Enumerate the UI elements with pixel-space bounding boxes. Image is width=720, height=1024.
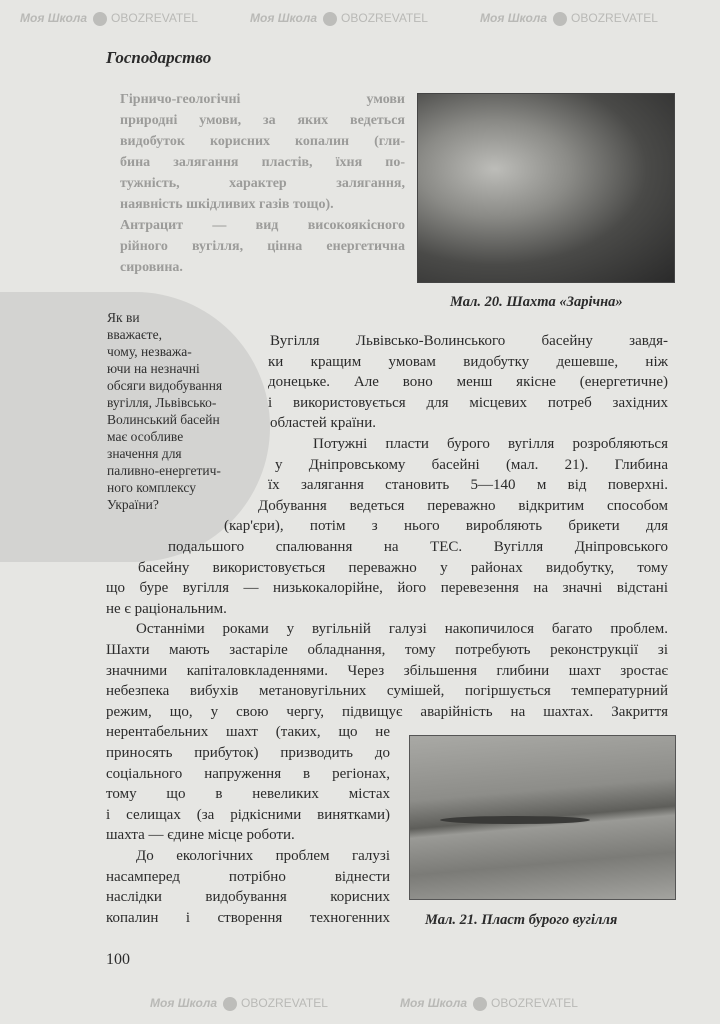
- body-line: насамперед потрібно віднести: [106, 869, 390, 885]
- watermark: [480, 10, 658, 26]
- body-line: Останніми роками у вугільній галузі накопичилося багато проблем.: [136, 621, 668, 637]
- question-line: Як ви: [107, 310, 140, 325]
- section-header: Господарство: [106, 48, 212, 67]
- watermark-brand-2: OBOZREVATEL: [571, 11, 658, 25]
- body-line: тому що в невеликих містах: [106, 786, 390, 802]
- body-line: областей країни.: [270, 415, 376, 431]
- body-line: у Дніпровському басейні (мал. 21). Глибина: [275, 457, 668, 473]
- watermark-logo-icon: [473, 997, 487, 1011]
- body-line: приносять прибуток) призводить до: [106, 745, 390, 761]
- note-line: Антрацит — вид високоякісного: [120, 218, 405, 233]
- watermark-logo-icon: [93, 12, 107, 26]
- watermark-brand-2: OBOZREVATEL: [341, 11, 428, 25]
- body-line: небезпека вибухів метановугільних сумішей, погіршується температурний: [106, 683, 668, 699]
- watermark-brand-1: Моя Школа: [20, 11, 88, 25]
- watermark-brand-2: OBOZREVATEL: [491, 996, 578, 1010]
- watermark-brand-1: Моя Школа: [250, 11, 318, 25]
- watermark-brand-2: OBOZREVATEL: [241, 996, 328, 1010]
- question-line: ного комплексу: [107, 480, 196, 495]
- question-line: ючи на незначні: [107, 361, 200, 376]
- body-line: Вугілля Львівсько-Волинського басейну завдя-: [270, 333, 668, 349]
- note-line: природні умови, за яких ведеться: [120, 113, 405, 128]
- coal-seam: [440, 816, 590, 824]
- watermark-brand-1: Моя Школа: [480, 11, 548, 25]
- body-line: режим, що, у свою чергу, підвищує аварійність на шахтах. Закриття: [106, 704, 668, 720]
- note-line: сировина.: [120, 260, 183, 275]
- body-line: копалин і створення техногенних: [106, 910, 390, 926]
- body-line: наслідки видобування корисних: [106, 889, 390, 905]
- watermark: [250, 10, 428, 26]
- watermark-brand-2: OBOZREVATEL: [111, 11, 198, 25]
- note-line: наявність шкідливих газів тощо).: [120, 197, 334, 212]
- watermark: [20, 10, 198, 26]
- body-line: соціального напруження в регіонах,: [106, 766, 390, 782]
- watermark-brand-1: Моя Школа: [150, 996, 218, 1010]
- body-line: їх залягання становить 5—140 м від поверхні.: [268, 477, 668, 493]
- note-line: тужність, характер залягання,: [120, 176, 405, 191]
- body-line: нерентабельних шахт (таких, що не: [106, 724, 390, 740]
- body-line: що буре вугілля — низькокалорійне, його перевезення на значні відстані: [106, 580, 668, 596]
- body-line: донецьке. Але воно менш якісне (енергетичне): [268, 374, 668, 390]
- page-number: 100: [106, 951, 130, 968]
- body-line: і селищах (за рідкісними винятками): [106, 807, 390, 823]
- body-line: басейну використовується переважно у районах видобутку, тому: [138, 560, 668, 576]
- note-line: Гірничо-геологічні умови: [120, 92, 405, 107]
- note-line: бина залягання пластів, їхня по-: [120, 155, 405, 170]
- watermark: [150, 995, 328, 1011]
- figure-20-caption: Мал. 20. Шахта «Зарічна»: [450, 294, 623, 310]
- body-line: Добування ведеться переважно відкритим способом: [258, 498, 668, 514]
- question-line: значення для: [107, 446, 182, 461]
- body-line: ки кращим умовам видобутку дешевше, ніж: [268, 354, 668, 370]
- watermark: [400, 995, 578, 1011]
- question-line: паливно-енергетич-: [107, 463, 221, 478]
- question-line: вугілля, Львівсько-: [107, 395, 217, 410]
- question-line: Волинський басейн: [107, 412, 220, 427]
- watermark-logo-icon: [223, 997, 237, 1011]
- question-line: має особливе: [107, 429, 184, 444]
- question-line: вважаєте,: [107, 327, 162, 342]
- question-line: обсяги видобування: [107, 378, 223, 393]
- body-line: Шахти мають застаріле обладнання, тому потребують реконструкції зі: [106, 642, 668, 658]
- body-line: (кар'єри), потім з нього виробляють брикети для: [224, 518, 668, 534]
- note-line: рійного вугілля, цінна енергетична: [120, 239, 405, 254]
- body-line: Потужні пласти бурого вугілля розробляються: [313, 436, 668, 452]
- photo-brown-coal-layer: [409, 735, 676, 900]
- question-line: чому, незважа-: [107, 344, 192, 359]
- watermark-brand-1: Моя Школа: [400, 996, 468, 1010]
- note-line: видобуток корисних копалин (гли-: [120, 134, 405, 149]
- photo-mine-zarichna: [417, 93, 675, 283]
- body-line: не є раціональним.: [106, 601, 227, 617]
- watermark-logo-icon: [553, 12, 567, 26]
- body-line: значними капіталовкладеннями. Через збільшення глибини шахт зростає: [106, 663, 668, 679]
- figure-21-caption: Мал. 21. Пласт бурого вугілля: [425, 912, 618, 928]
- body-line: і використовується для місцевих потреб західних: [268, 395, 668, 411]
- body-line: До екологічних проблем галузі: [136, 848, 390, 864]
- body-line: подальшого спалювання на ТЕС. Вугілля Дніпровського: [168, 539, 668, 555]
- body-line: шахта — єдине місце роботи.: [106, 827, 295, 843]
- question-line: України?: [107, 497, 159, 512]
- watermark-logo-icon: [323, 12, 337, 26]
